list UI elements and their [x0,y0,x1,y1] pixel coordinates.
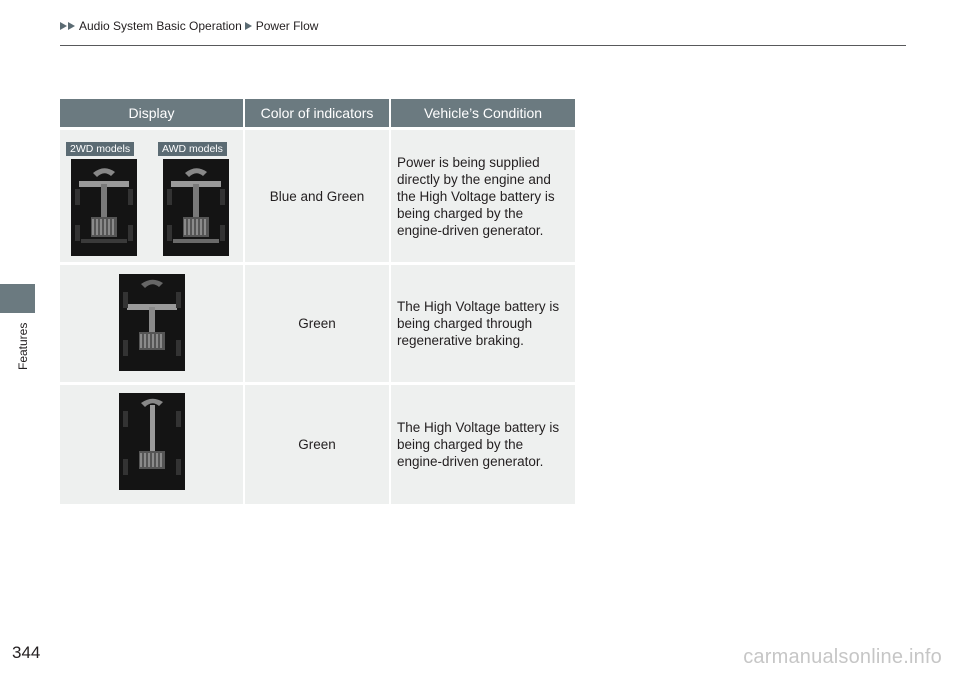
display-cell [60,385,245,504]
column-header-color: Color of indicators [245,99,391,127]
watermark: carmanualsonline.info [743,646,942,668]
display-cell [60,130,245,262]
color-cell: Green [245,265,391,382]
power-flow-regenerative-braking-icon [119,274,185,371]
breadcrumb-arrow-icon [245,22,252,30]
breadcrumb-label[interactable]: Power Flow [255,19,319,33]
condition-cell: Power is being supplied directly by the engine and the High Voltage battery is being charged by the engine-driven generator. [397,154,555,238]
breadcrumb-label[interactable]: Audio System Basic Operation [79,19,242,33]
power-flow-2wd-engine-charging-icon [71,159,137,256]
condition-cell: The High Voltage battery is being charged through regenerative braking. [397,299,560,348]
display-cell [60,265,245,382]
page-number: 344 [12,643,41,662]
table-row [60,265,575,382]
badge-2wd-models: 2WD models [66,142,134,156]
badge-awd-models: AWD models [158,142,227,156]
breadcrumb [60,19,321,33]
power-flow-generator-charging-icon [119,393,185,490]
column-header-condition: Vehicle’s Condition [423,105,543,121]
breadcrumb-arrow-icon [60,22,67,30]
section-label-text: Features [16,322,30,370]
breadcrumb-item[interactable] [245,19,322,33]
condition-cell: The High Voltage battery is being charged by the engine-driven generator. [397,420,560,469]
table-row [60,130,575,262]
section-tab-marker [0,284,35,313]
column-header-display: Display [60,99,245,127]
power-flow-table [60,99,575,504]
table-header [60,99,575,127]
table-row [60,385,575,504]
breadcrumb-item[interactable] [60,19,245,33]
color-cell: Green [245,385,391,504]
color-cell: Blue and Green [245,130,391,262]
power-flow-awd-engine-charging-icon [163,159,229,256]
breadcrumb-arrow-icon [68,22,75,30]
section-label [4,318,34,378]
header-divider [60,45,906,46]
